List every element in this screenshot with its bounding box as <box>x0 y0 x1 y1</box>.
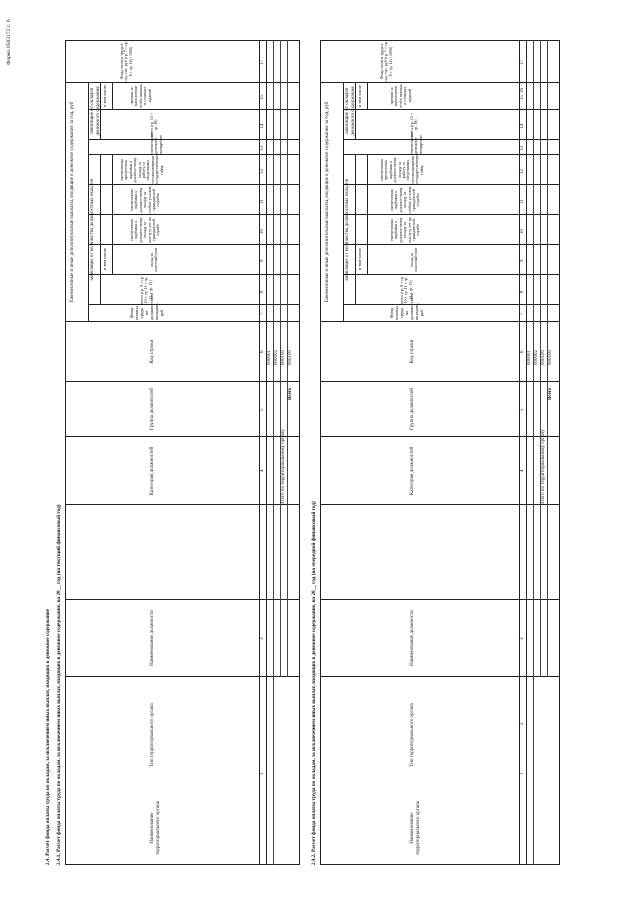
vsego-code: 900100 <box>288 350 293 365</box>
colnum2-9: 9 <box>520 259 525 262</box>
colnum-14: 14 <box>260 124 265 129</box>
colnum-7: 7 <box>260 312 265 315</box>
header2-col17: Фонд оплаты труда в год, тыс. руб (гр. 7 + гр. 8 + гр. 14) / 1000) <box>379 41 393 82</box>
header2-col2: Тип территориального органа <box>410 703 415 767</box>
sub2-title: 2.4.2. Расчет фонда оплаты труда по окладам, за исключением иных выплат, входящих в денежное содержание, на 20__ год (на очередной финансовый год) <box>311 501 317 865</box>
header2-total-14: всего (гр. 15 + гр. 16) <box>409 112 419 138</box>
sub1-title: 2.4.1. Расчет фонда оплаты труда по окладам, за исключением иных выплат, входящих в денежное содержание, на 20__ год (на текущий финансовый год) <box>56 504 62 865</box>
itogo-label: Итого по территориальному органу <box>281 429 286 505</box>
colnum-13: 13 <box>260 146 265 151</box>
section-title: 2.4. Расчет фонда оплаты труда по окладам, за исключением иных выплат, входящих в денежное содержание <box>45 608 51 865</box>
colnum-6: 6 <box>260 350 265 353</box>
header-col2: Тип территориального органа <box>150 703 155 767</box>
header2-group-sub1: зависящие от количества должностных окладов <box>345 179 350 281</box>
colnum-17: 17 <box>260 60 265 65</box>
colnum-5: 5 <box>260 408 265 411</box>
colnum2-5: 5 <box>520 408 525 411</box>
row-code-2: 000002 <box>274 350 279 365</box>
colnum2-16: 16 <box>520 88 525 93</box>
header2-in-number: в том числе <box>357 247 362 270</box>
colnum2-12: 12 <box>520 169 525 174</box>
header-col13: ежемесячное денежное поощрение <box>149 131 163 154</box>
colnum2-1: 1 <box>520 772 525 775</box>
colnum-12: 12 <box>260 169 265 174</box>
colnum2-15: 15 <box>520 95 525 100</box>
header2-col9: оклад за классный чин <box>409 248 419 272</box>
header-col12: ежемесячная процентная надбавка к должностному окладу за работу со сведениями, составляющими государственную тайну <box>119 154 164 184</box>
itogo2-label: Итого по территориальному органу <box>541 429 546 505</box>
header-col6: Код строки <box>150 339 155 364</box>
header-col7: Фонд оплаты труда по должностным окладам, руб <box>129 293 164 320</box>
itogo-code: 000100 <box>281 350 286 365</box>
colnum2-11: 11 <box>520 199 525 204</box>
colnum2-10: 10 <box>520 229 525 234</box>
header2-in-number-2: в том числе <box>357 84 362 107</box>
header-col10: ежемесячная надбавка к должностному окладу за выслугу лет на гражданской службе <box>129 217 161 243</box>
colnum2-2: 2 <box>520 722 525 725</box>
header2-col12: ежемесячная процентная надбавка к должностному окладу за работу со сведениями, составляющими государственную тайну <box>379 154 424 184</box>
header-col9: оклад за классный чин <box>149 248 159 272</box>
header-col15: премии за выполнение особо важных и сложных заданий <box>129 83 152 109</box>
header2-col3: Наименование должности <box>410 610 415 666</box>
header2-col6: Код строки <box>410 339 415 364</box>
header2-col13: ежемесячное денежное поощрение <box>409 131 423 154</box>
header2-col7: Фонд оплаты труда по должностным окладам, руб <box>389 293 424 320</box>
header2-group-sub2: зависящие от окладов денежного содержания <box>345 86 356 136</box>
colnum2-4: 4 <box>520 469 525 472</box>
header2-col11: ежемесячная надбавка к должностному окладу за особые условия гражданской службы <box>389 186 421 214</box>
header-col1: Наименование территориального органа <box>150 801 161 855</box>
colnum-4: 4 <box>260 469 265 472</box>
colnum-9: 9 <box>260 259 265 262</box>
colnum2-6: 6 <box>520 350 525 353</box>
colnum-8: 8 <box>260 290 265 293</box>
form-number: Форма 0503172 с. 6 <box>6 19 12 65</box>
colnum-3: 3 <box>260 637 265 640</box>
header2-col4: Категория должностей <box>410 446 415 496</box>
colnum-11: 11 <box>260 199 265 204</box>
header-col17: Фонд оплаты труда в год, тыс. руб (гр. 7 + гр. 8 + гр. 14) / 1000) <box>119 41 133 82</box>
header-col5: Группа должностей <box>150 388 155 430</box>
header-group-sub2: зависящие от окладов денежного содержания <box>90 86 101 136</box>
colnum2-3: 3 <box>520 637 525 640</box>
colnum2-13: 13 <box>520 146 525 151</box>
header2-total-8: всего (гр. 9 + гр. 10 + гр. 11 + гр. 12 + гр. 13) <box>399 276 413 304</box>
colnum-10: 10 <box>260 229 265 234</box>
row-code-1: 000001 <box>267 350 272 365</box>
header-col11: ежемесячная надбавка к должностному окладу за особые условия гражданской службы <box>129 186 161 214</box>
vsego2-label: Всего <box>548 387 553 400</box>
row2-code-2: 000002 <box>534 350 539 365</box>
header2-group-main: Ежемесячные и иные дополнительные выплаты, входящие в денежное содержание за год, руб <box>325 101 330 303</box>
header-group-sub1: зависящие от количества должностных окладов <box>90 179 95 281</box>
header-col3: Наименование должности <box>150 610 155 666</box>
header2-col15: премии за выполнение особо важных и сложных заданий <box>389 83 412 109</box>
colnum-1: 1 <box>260 772 265 775</box>
header-total-14: всего (гр. 15 + гр. 16) <box>149 112 159 138</box>
colnum2-17: 17 <box>520 60 525 65</box>
vsego-label: Всего <box>288 387 293 400</box>
colnum-15: 15 <box>260 95 265 100</box>
header-in-number: в том числе <box>102 247 107 270</box>
header-total-8: всего (гр. 9 + гр. 10 + гр. 11 + гр. 12 + гр. 13) <box>139 276 153 304</box>
vsego2-code: 900100 <box>548 350 553 365</box>
colnum2-14: 14 <box>520 124 525 129</box>
header2-col1: Наименование территориального органа <box>410 801 421 855</box>
row2-code-1: 000001 <box>527 350 532 365</box>
itogo2-code: 000100 <box>541 350 546 365</box>
colnum2-8: 8 <box>520 290 525 293</box>
header2-col10: ежемесячная надбавка к должностному окладу за выслугу лет на гражданской службе <box>389 217 421 243</box>
colnum2-7: 7 <box>520 312 525 315</box>
header2-col5: Группа должностей <box>410 388 415 430</box>
header-group-main: Ежемесячные и иные дополнительные выплаты, входящие в денежное содержание за год, руб <box>70 101 75 303</box>
header-col4: Категория должностей <box>150 446 155 496</box>
header-in-number-2: в том числе <box>102 84 107 107</box>
